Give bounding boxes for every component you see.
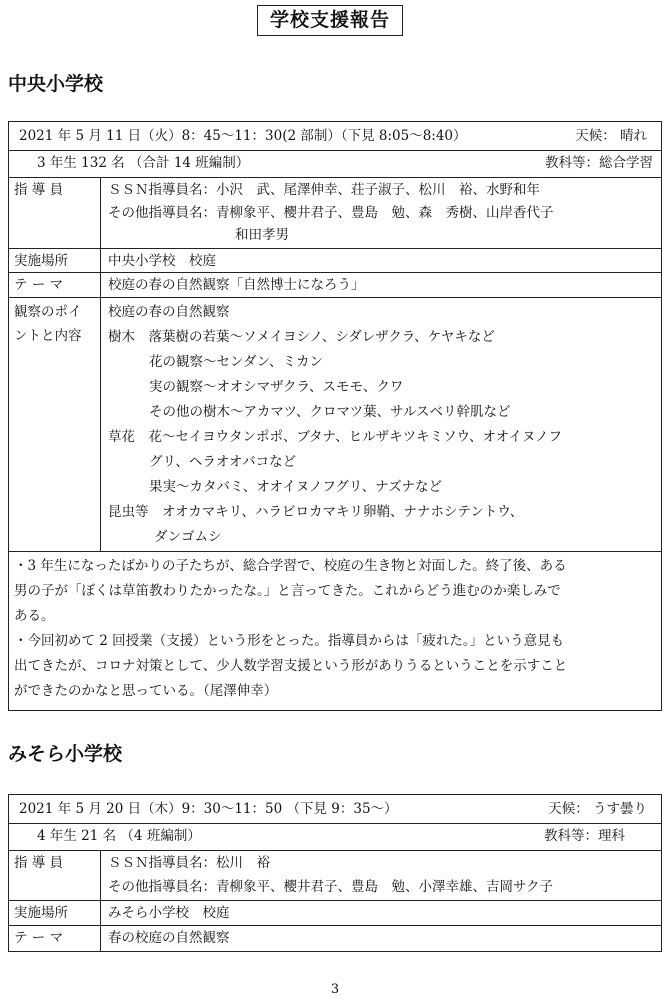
place-text: みそら小学校 校庭 — [108, 905, 230, 921]
theme-text: 春の校庭の自然観察 — [108, 930, 230, 946]
report-table-misora — [8, 794, 662, 952]
comment-line: ・今回初めて 2 回授業（支援）という形をとった。指導員からは「疲れた。」という意見も — [14, 633, 565, 649]
ssn-instructors-text: ＳＳＮ指導員名：松川 裕 — [108, 855, 270, 871]
row-divider — [9, 177, 661, 178]
theme-label: テ ー マ — [14, 930, 64, 946]
date-time-text: 2021 年 5 月 11 日（火）8：45～11：30(2 部制）（下見 8:05～8:40） — [19, 128, 467, 144]
school-title-chuo: 中央小学校 — [8, 73, 104, 95]
points-line: グリ、ヘラオオバコなど — [149, 454, 297, 470]
place-text: 中央小学校 校庭 — [108, 253, 216, 269]
document-title: 学校支援報告 — [257, 5, 403, 36]
row-divider — [9, 925, 661, 926]
subject-text: 教科等：理科 — [544, 828, 625, 844]
points-label: ントと内容 — [14, 328, 82, 344]
points-line: 昆虫等 オオカマキリ、ハラビロカマキリ卵鞘、ナナホシテントウ、 — [108, 504, 524, 520]
points-line: 樹木 落葉樹の若葉～ソメイヨシノ、シダレザクラ、ケヤキなど — [108, 329, 495, 345]
row-divider — [9, 823, 661, 824]
other-instructors-text: その他指導員名：青柳象平、櫻井君子、豊島 勉、森 秀樹、山岸香代子 — [108, 205, 554, 221]
weather-text: 天候： 晴れ — [575, 128, 647, 144]
other-instructors-text: その他指導員名：青柳象平、櫻井君子、豊島 勉、小澤幸雄、吉岡サク子 — [108, 879, 553, 895]
ssn-instructors-text: ＳＳＮ指導員名：小沢 武、尾澤伸幸、荘子淑子、松川 裕、水野和年 — [108, 182, 540, 198]
theme-text: 校庭の春の自然観察「自然博士になろう」 — [108, 277, 365, 293]
page-number: 3 — [330, 982, 340, 997]
date-time-text: 2021 年 5 月 20 日（木）9：30～11：50 （下見 9：35～） — [19, 801, 398, 817]
place-label: 実施場所 — [14, 253, 68, 269]
comment-line: 男の子が「ぼくは草笛教わりたかったな。」と言ってきた。これからどう進むのか楽しみで — [14, 583, 561, 599]
row-divider — [9, 297, 661, 298]
column-divider — [100, 850, 101, 951]
theme-label: テ ー マ — [14, 277, 64, 293]
class-info-text: 4 年生 21 名 （4 班編制） — [37, 828, 201, 844]
points-line: ダンゴムシ — [154, 529, 222, 545]
instructor-label: 指 導 員 — [14, 182, 64, 198]
comment-line: ある。 — [14, 608, 55, 624]
row-divider — [9, 248, 661, 249]
points-label: 観察のポイ — [14, 304, 82, 320]
instructor-label: 指 導 員 — [14, 855, 64, 871]
column-divider — [100, 177, 101, 551]
report-table-chuo — [8, 121, 662, 711]
row-divider — [9, 551, 661, 552]
row-divider — [9, 900, 661, 901]
points-line: その他の樹木～アカマツ、クロマツ葉、サルスベリ幹肌など — [149, 404, 511, 420]
other-instructors-text: 和田孝男 — [235, 227, 289, 243]
row-divider — [9, 850, 661, 851]
row-divider — [9, 272, 661, 273]
comment-line: 出てきたが、コロナ対策として、少人数学習支援という形がありうるということを示すこと — [14, 658, 568, 674]
points-line: 草花 花～セイヨウタンポポ、ブタナ、ヒルザキツキミソウ、オオイヌノフ — [108, 429, 563, 445]
weather-text: 天候： うす曇り — [548, 801, 647, 817]
school-title-misora: みそら小学校 — [8, 743, 123, 765]
points-line: 花の観察～センダン、ミカン — [149, 354, 324, 370]
place-label: 実施場所 — [14, 905, 68, 921]
comment-line: ができたのかなと思っている。（尾澤伸幸） — [14, 683, 278, 699]
points-line: 果実～カタバミ、オオイヌノフグリ、ナズナなど — [149, 479, 442, 495]
row-divider — [9, 150, 661, 151]
subject-text: 教科等：総合学習 — [545, 155, 653, 171]
points-line: 校庭の春の自然観察 — [108, 304, 230, 320]
class-info-text: 3 年生 132 名 （合計 14 班編制） — [37, 155, 250, 171]
comment-line: ・3 年生になったばかりの子たちが、総合学習で、校庭の生き物と対面した。終了後、ある — [14, 558, 567, 574]
points-line: 実の観察～オオシマザクラ、スモモ、クワ — [149, 379, 404, 395]
